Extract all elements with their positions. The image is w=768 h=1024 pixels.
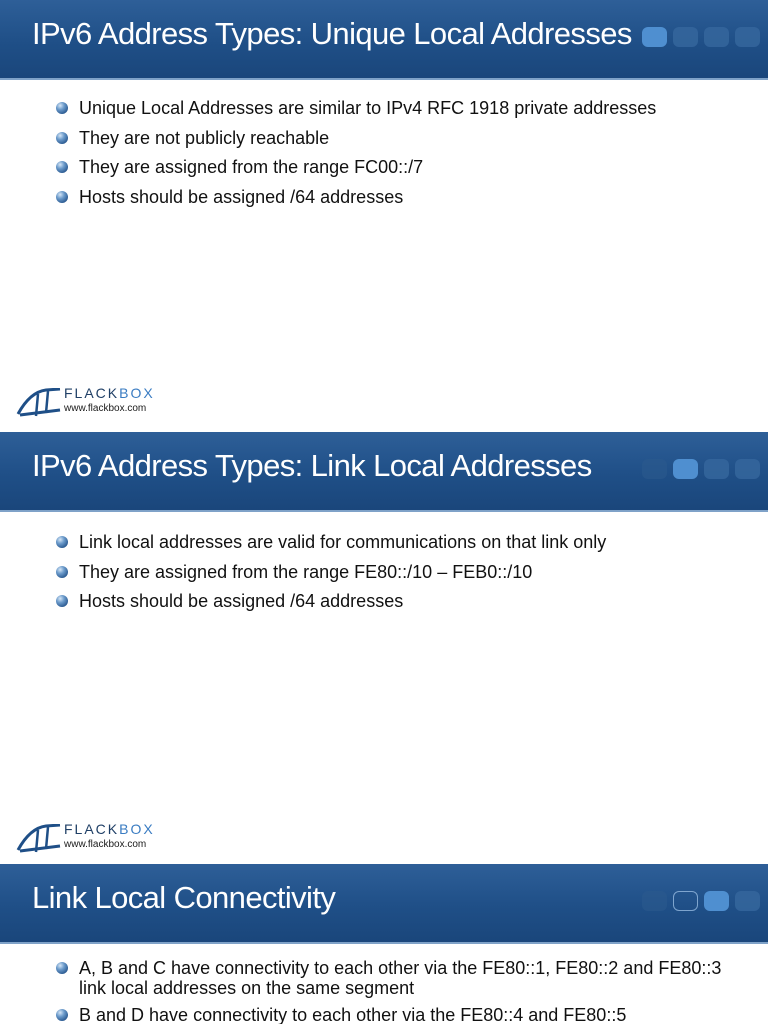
nav-pill (735, 459, 760, 479)
logo-name: FLACKBOX (64, 385, 155, 401)
title-bar (0, 432, 768, 512)
bullet-icon (56, 566, 68, 578)
bullet-list (56, 98, 656, 216)
slide-title: IPv6 Address Types: Link Local Addresses (32, 448, 592, 483)
nav-pills (642, 27, 760, 49)
list-item: They are assigned from the range FE80::/10 – FEB0::/10 (56, 562, 606, 582)
bullet-icon (56, 102, 68, 114)
list-item: Hosts should be assigned /64 addresses (56, 591, 606, 611)
bullet-icon (56, 595, 68, 607)
flackbox-logo (16, 820, 186, 856)
nav-pill (704, 27, 729, 47)
title-bar (0, 864, 768, 944)
bullet-icon (56, 132, 68, 144)
nav-pill (673, 459, 698, 479)
nav-pill (673, 27, 698, 47)
list-item: Unique Local Addresses are similar to IPv4 RFC 1918 private addresses (56, 98, 656, 118)
list-item: They are assigned from the range FC00::/7 (56, 157, 656, 177)
slide-title: IPv6 Address Types: Unique Local Addresses (32, 16, 632, 51)
slide-1 (0, 0, 768, 432)
list-item: Hosts should be assigned /64 addresses (56, 187, 656, 207)
nav-pills (642, 459, 760, 481)
logo-url: www.flackbox.com (64, 839, 147, 850)
bullet-icon (56, 161, 68, 173)
flackbox-logo (16, 384, 186, 420)
bullet-icon (56, 536, 68, 548)
title-bar (0, 0, 768, 80)
nav-pill (735, 27, 760, 47)
bullet-list (56, 532, 606, 621)
slide-title: Link Local Connectivity (32, 880, 336, 915)
nav-pill (642, 459, 667, 479)
nav-pill (704, 459, 729, 479)
bullet-icon (56, 1009, 68, 1021)
list-item: They are not publicly reachable (56, 128, 656, 148)
list-item: Link local addresses are valid for communications on that link only (56, 532, 606, 552)
slide-3 (0, 864, 768, 1024)
nav-pills (642, 891, 760, 913)
nav-pill (704, 891, 729, 911)
list-item: B and D have connectivity to each other via the FE80::4 and FE80::5 (56, 1005, 739, 1024)
slide-2 (0, 432, 768, 864)
logo-name: FLACKBOX (64, 821, 155, 837)
nav-pill (735, 891, 760, 911)
nav-pill (673, 891, 698, 911)
bridge-logo-icon (16, 388, 62, 418)
logo-url: www.flackbox.com (64, 403, 147, 414)
bullet-icon (56, 191, 68, 203)
list-item: A, B and C have connectivity to each other via the FE80::1, FE80::2 and FE80::3 link local addresses on the same segment (56, 958, 739, 998)
nav-pill (642, 891, 667, 911)
bullet-icon (56, 962, 68, 974)
nav-pill (642, 27, 667, 47)
bridge-logo-icon (16, 824, 62, 854)
bullet-list (56, 958, 739, 1024)
